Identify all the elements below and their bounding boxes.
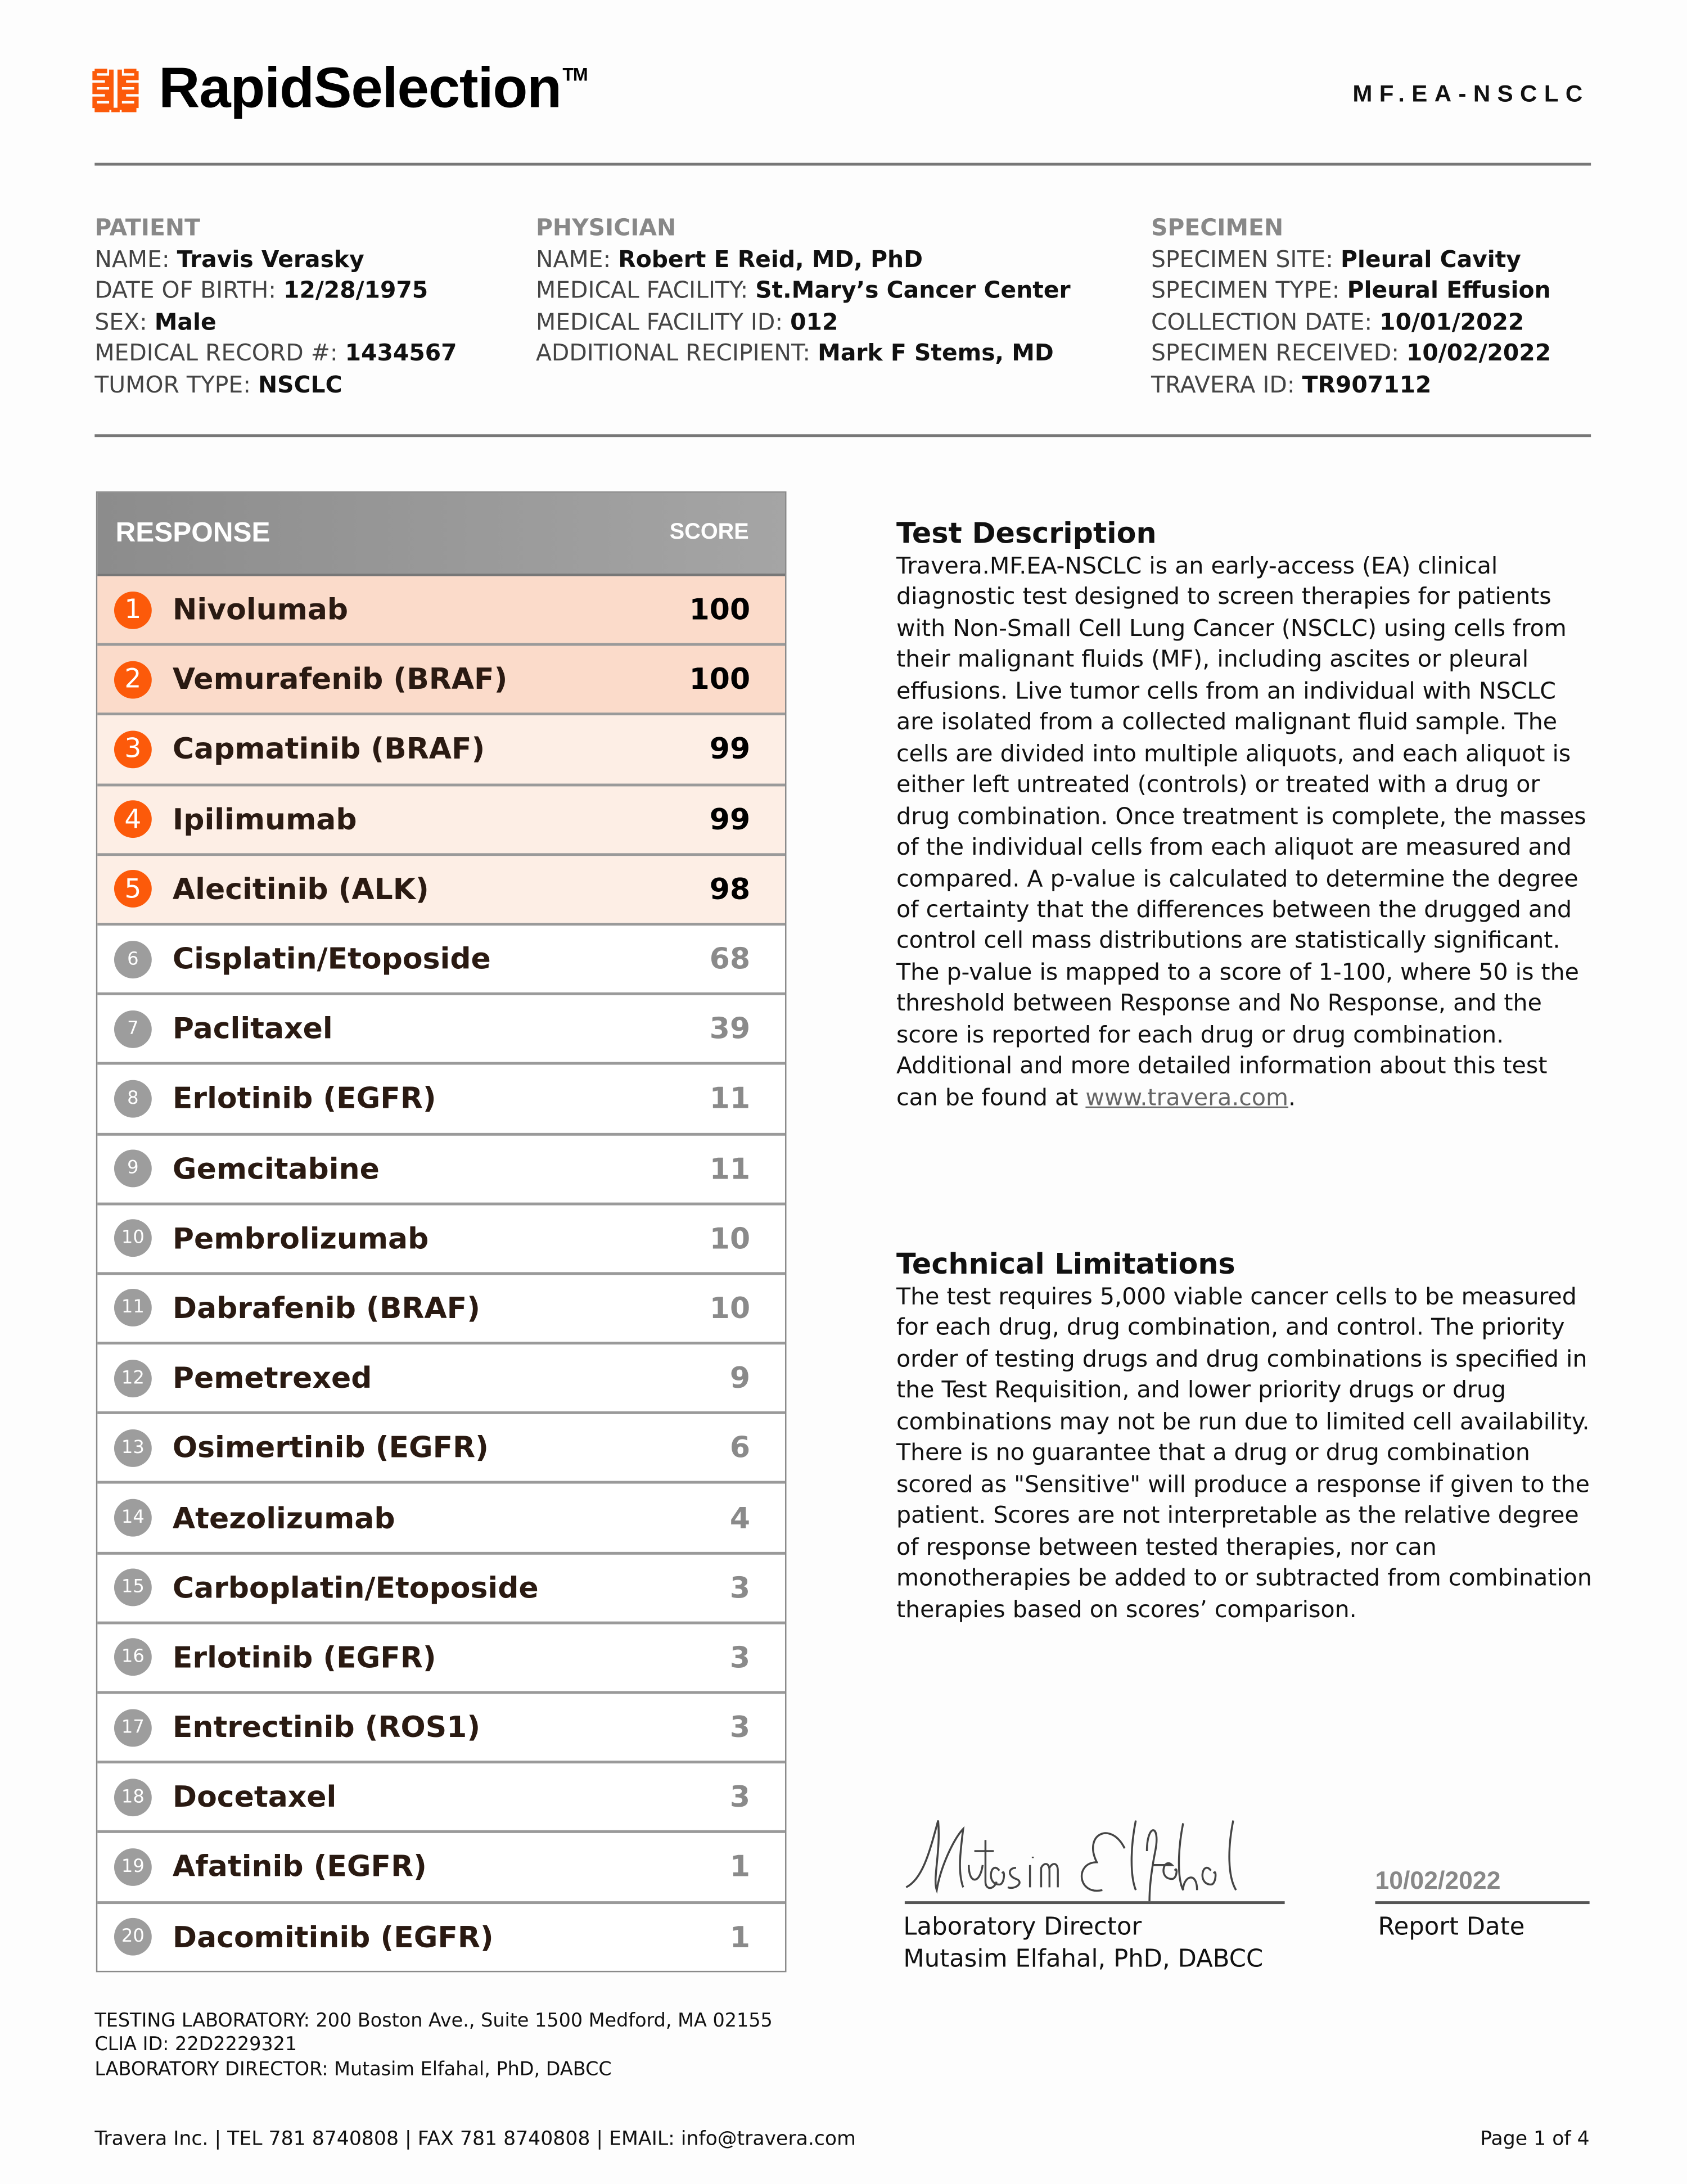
patient-field-label: TUMOR TYPE:: [94, 371, 258, 398]
specimen-field-value: 10/02/2022: [1406, 339, 1551, 366]
physician-field: [536, 276, 1071, 307]
signature-line: [905, 1901, 1285, 1904]
drug-name: Dacomitinib (EGFR): [172, 1920, 494, 1954]
patient-field-label: SEX:: [94, 308, 155, 335]
rank-badge: 11: [114, 1289, 152, 1327]
specimen-field-label: SPECIMEN SITE:: [1151, 245, 1341, 272]
table-row: [97, 1554, 785, 1624]
drug-score: 3: [729, 1780, 751, 1814]
table-row: [97, 1205, 785, 1275]
rank-badge: 7: [114, 1010, 152, 1048]
travera-link[interactable]: www.travera.com: [1085, 1084, 1289, 1111]
patient-field: [94, 369, 457, 401]
rank-badge: 19: [114, 1848, 152, 1886]
table-row: [97, 1414, 785, 1484]
rank-badge: 3: [114, 730, 152, 768]
drug-name: Pemetrexed: [172, 1361, 372, 1395]
drug-name: Paclitaxel: [172, 1012, 333, 1046]
drug-score: 6: [729, 1431, 751, 1465]
physician-heading: PHYSICIAN: [535, 214, 676, 241]
drug-score: 99: [709, 802, 751, 836]
drug-score: 100: [689, 662, 751, 697]
drug-name: Nivolumab: [172, 593, 349, 627]
drug-name: Vemurafenib (BRAF): [172, 662, 508, 697]
physician-field: [536, 338, 1071, 369]
clia-id: CLIA ID: 22D2229321: [94, 2034, 297, 2056]
drug-name: Gemcitabine: [172, 1152, 380, 1185]
rank-badge: 2: [114, 661, 152, 698]
table-row: [97, 716, 785, 786]
physician-field: [536, 244, 1071, 276]
patient-field-value: 1434567: [345, 339, 457, 366]
trademark: TM: [562, 64, 588, 85]
drug-score: 10: [709, 1221, 751, 1256]
rank-badge: 6: [114, 940, 152, 978]
physician-field: [536, 307, 1071, 339]
drug-score: 9: [729, 1361, 751, 1395]
drug-name: Entrectinib (ROS1): [172, 1711, 481, 1744]
rank-badge: 10: [114, 1220, 152, 1257]
specimen-field-label: TRAVERA ID:: [1151, 371, 1302, 398]
drug-score: 10: [709, 1291, 751, 1325]
table-header: [97, 493, 785, 576]
director-role: Laboratory Director: [903, 1914, 1142, 1942]
rapidselection-logo-icon: [92, 67, 139, 114]
rank-badge: 18: [114, 1779, 152, 1816]
technical-limitations-title: Technical Limitations: [896, 1247, 1235, 1281]
physician-field-value: St.Mary’s Cancer Center: [755, 277, 1071, 304]
response-table: [96, 491, 787, 1972]
rank-badge: 14: [114, 1499, 152, 1537]
brand-text: RapidSelection: [159, 56, 561, 120]
response-column-header: RESPONSE: [115, 517, 270, 548]
specimen-field: [1151, 338, 1551, 369]
drug-score: 11: [709, 1082, 751, 1116]
lab-director: LABORATORY DIRECTOR: Mutasim Elfahal, PhD, DABCC: [94, 2057, 612, 2081]
table-row: [97, 1694, 785, 1763]
table-row: [97, 1135, 785, 1205]
drug-score: 3: [729, 1571, 751, 1605]
physician-field-label: MEDICAL FACILITY ID:: [535, 308, 791, 335]
rank-badge: 15: [114, 1569, 152, 1607]
test-description-title: Test Description: [896, 516, 1157, 550]
specimen-field: [1151, 244, 1551, 276]
specimen-field-value: Pleural Effusion: [1347, 277, 1551, 304]
rank-badge: 1: [114, 591, 152, 629]
table-body: [97, 576, 785, 1971]
rank-badge: 4: [114, 801, 152, 838]
divider: [94, 163, 1591, 166]
specimen-field-value: Pleural Cavity: [1340, 245, 1521, 272]
drug-score: 4: [729, 1501, 751, 1535]
table-row: [97, 856, 785, 926]
patient-field-value: NSCLC: [258, 371, 342, 398]
description-end: .: [1288, 1084, 1296, 1111]
divider: [94, 434, 1591, 437]
rank-badge: 13: [114, 1429, 152, 1467]
patient-field-label: NAME:: [94, 245, 177, 272]
drug-score: 1: [729, 1850, 751, 1884]
lab-info: [94, 2010, 772, 2082]
table-row: [97, 1903, 785, 1970]
drug-score: 3: [729, 1641, 751, 1675]
table-row: [97, 1275, 785, 1344]
table-row: [97, 576, 785, 646]
page-number: Page 1 of 4: [1480, 2128, 1590, 2151]
specimen-field: [1151, 276, 1551, 307]
drug-name: Osimertinib (EGFR): [172, 1431, 489, 1465]
rank-badge: 17: [114, 1709, 152, 1747]
table-row: [97, 995, 785, 1065]
rank-badge: 5: [114, 870, 152, 908]
drug-name: Afatinib (EGFR): [172, 1850, 427, 1884]
specimen-field: [1151, 369, 1551, 401]
patient-field-value: 12/28/1975: [283, 277, 428, 304]
table-row: [97, 1624, 785, 1694]
director-signature: [902, 1810, 1285, 1901]
drug-name: Pembrolizumab: [172, 1221, 429, 1256]
patient-field: [94, 307, 457, 339]
drug-name: Dabrafenib (BRAF): [172, 1291, 480, 1325]
drug-name: Alecitinib (ALK): [172, 872, 429, 906]
score-column-header: SCORE: [669, 520, 749, 544]
report-date-label: Report Date: [1378, 1914, 1525, 1942]
drug-name: Capmatinib (BRAF): [172, 733, 485, 766]
rank-badge: 8: [114, 1080, 152, 1118]
table-row: [97, 1834, 785, 1903]
director-block: [903, 1912, 1263, 1977]
lab-address: TESTING LABORATORY: 200 Boston Ave., Suite 1500 Medford, MA 02155: [94, 2010, 773, 2032]
brand-name: [159, 56, 587, 121]
rank-badge: 9: [114, 1150, 152, 1188]
patient-field: [94, 244, 457, 276]
drug-name: Erlotinib (EGFR): [172, 1641, 436, 1675]
drug-name: Cisplatin/Etoposide: [172, 942, 491, 976]
drug-score: 68: [709, 942, 751, 976]
patient-section: [94, 213, 457, 401]
drug-name: Erlotinib (EGFR): [172, 1082, 436, 1116]
technical-limitations-body: The test requires 5,000 viable cancer cells to be measured for each drug, drug combination, and control. The priority order of testing drugs and drug combinations is specified in the Test Requisition, and lower priority drugs or drug combinations may not be run due to limited cell availability. There is no guarantee that a drug or drug combination scored as "Sensitive" will produce a response if given to the patient. Scores are not interpretable as the relative degree of response between tested therapies, nor can monotherapies be added to or subtracted from combination therapies based on scores’ comparison.: [896, 1283, 1592, 1622]
report-date-value: 10/02/2022: [1375, 1866, 1501, 1894]
table-row: [97, 1764, 785, 1834]
drug-score: 1: [729, 1920, 751, 1954]
table-row: [97, 1344, 785, 1414]
description-text: Travera.MF.EA-NSCLC is an early-access (EA) clinical diagnostic test designed to screen therapies for patients with Non-Small Cell Lung Cancer (NSCLC) using cells from their malignant fluids (MF), including ascites or pleural effusions. Live tumor cells from an individual with NSCLC are isolated from a collected malignant fluid sample. The cells are divided into multiple aliquots, and each aliquot is either left untreated (controls) or treated with a drug or drug combination. Once treatment is complete, the masses of the individual cells from each aliquot are measured and compared. A p-value is calculated to determine the degree of certainty that the differences between the drugged and control cell mass distributions are statistically significant. The p-value is mapped to a score of 1-100, where 50 is the threshold between Response and No Response, and the score is reported for each drug or drug combination. Additional and more detailed information about this test can be found at: [896, 552, 1586, 1111]
specimen-field-label: SPECIMEN RECEIVED:: [1151, 339, 1406, 366]
physician-section: [536, 213, 1071, 369]
physician-field-value: Robert E Reid, MD, PhD: [618, 245, 923, 272]
physician-field-label: NAME:: [535, 245, 619, 272]
table-row: [97, 1484, 785, 1554]
physician-field-value: 012: [790, 308, 838, 335]
physician-field-label: MEDICAL FACILITY:: [535, 277, 756, 304]
specimen-field-label: SPECIMEN TYPE:: [1151, 277, 1347, 304]
rank-badge: 12: [114, 1359, 152, 1397]
drug-score: 100: [689, 593, 751, 627]
specimen-field-label: COLLECTION DATE:: [1151, 308, 1380, 335]
specimen-heading: SPECIMEN: [1151, 214, 1284, 241]
drug-score: 99: [709, 733, 751, 766]
specimen-field: [1151, 307, 1551, 339]
drug-score: 98: [709, 872, 751, 906]
drug-name: Atezolizumab: [172, 1501, 395, 1535]
specimen-field-value: TR907112: [1302, 371, 1432, 398]
patient-field-label: MEDICAL RECORD #:: [94, 339, 345, 366]
footer-contact: Travera Inc. | TEL 781 8740808 | FAX 781 8740808 | EMAIL: info@travera.com: [94, 2128, 856, 2151]
drug-name: Docetaxel: [172, 1780, 337, 1814]
patient-field: [94, 338, 457, 369]
table-row: [97, 1065, 785, 1135]
date-line: [1375, 1901, 1589, 1904]
table-row: [97, 786, 785, 855]
drug-score: 11: [709, 1152, 751, 1185]
drug-name: Ipilimumab: [172, 802, 357, 836]
drug-score: 3: [729, 1711, 751, 1744]
test-description: [896, 515, 1593, 1114]
specimen-section: [1151, 213, 1551, 401]
patient-heading: PATIENT: [94, 214, 200, 241]
patient-field-value: Male: [154, 308, 216, 335]
director-name: Mutasim Elfahal, PhD, DABCC: [903, 1946, 1264, 1974]
table-row: [97, 926, 785, 995]
test-description-body: [896, 551, 1593, 1113]
physician-field-value: Mark F Stems, MD: [818, 339, 1054, 366]
patient-field-value: Travis Verasky: [177, 245, 364, 272]
physician-field-label: ADDITIONAL RECIPIENT:: [535, 339, 818, 366]
patient-field: [94, 276, 457, 307]
specimen-field-value: 10/01/2022: [1379, 308, 1524, 335]
table-row: [97, 646, 785, 716]
drug-score: 39: [709, 1012, 751, 1046]
test-code: MF.EA-NSCLC: [1352, 80, 1590, 107]
rank-badge: 20: [114, 1918, 152, 1956]
drug-name: Carboplatin/Etoposide: [172, 1571, 539, 1605]
technical-limitations: [896, 1246, 1593, 1626]
rank-badge: 16: [114, 1639, 152, 1676]
patient-field-label: DATE OF BIRTH:: [94, 277, 284, 304]
